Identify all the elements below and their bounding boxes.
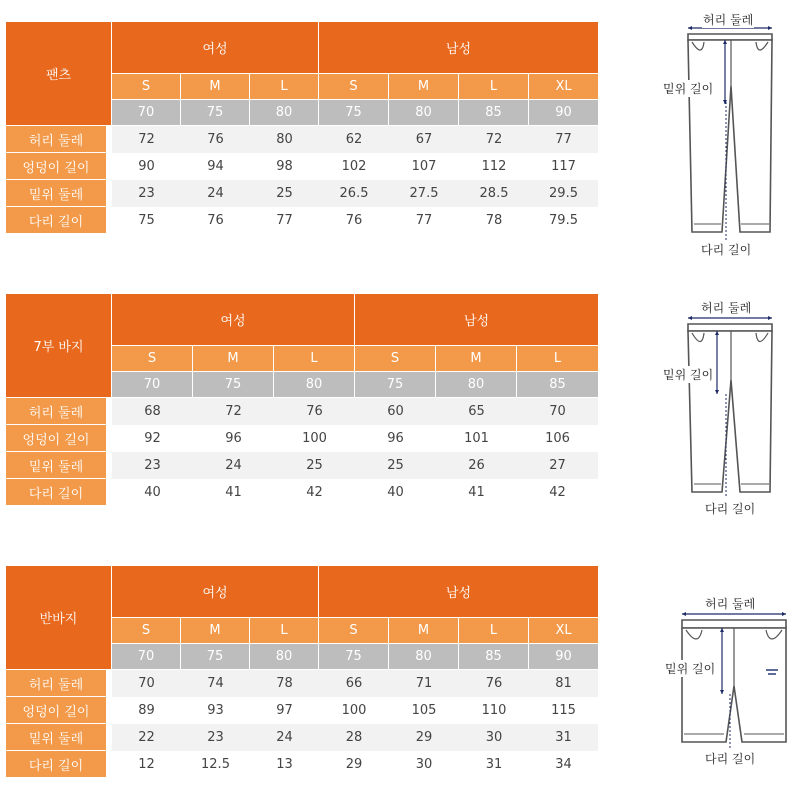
cropped-pants-diagram xyxy=(660,294,800,524)
size-header: L xyxy=(250,74,319,100)
waist-size-cell: 75 xyxy=(319,100,389,126)
value-cell: 100 xyxy=(302,431,327,446)
value-cell: 60 xyxy=(355,398,436,425)
size-header: XL xyxy=(529,74,598,100)
waist-size-cell: 80 xyxy=(274,372,355,398)
value-cell: 27.5 xyxy=(389,180,459,207)
size-header: M xyxy=(181,618,250,644)
value-cell: 25 xyxy=(355,452,436,479)
value-cell: 94 xyxy=(207,159,224,174)
value-cell: 72 xyxy=(459,126,529,153)
waist-size-cell: 80 xyxy=(250,644,319,670)
table-row xyxy=(6,670,598,697)
value-cell: 26.5 xyxy=(319,180,389,207)
table-row xyxy=(6,751,598,778)
value-cell: 77 xyxy=(415,213,433,228)
pants-size-table xyxy=(6,22,598,234)
value-cell: 74 xyxy=(181,670,250,697)
cropped-pants-diagram-icon xyxy=(660,294,800,524)
value-cell: 70 xyxy=(112,670,181,697)
row-label: 허리 둘레 xyxy=(6,670,112,697)
value-cell: 71 xyxy=(389,670,459,697)
waist-size-cell: 75 xyxy=(193,372,274,398)
row-label: 허리 둘레 xyxy=(6,398,112,425)
waist-measure-label: 허리 둘레 xyxy=(703,13,754,27)
value-cell: 42 xyxy=(549,485,566,500)
value-cell: 90 xyxy=(138,159,155,174)
value-cell: 110 xyxy=(481,703,507,718)
size-header: S xyxy=(319,618,389,644)
waist-size-cell: 75 xyxy=(319,644,389,670)
value-cell: 30 xyxy=(415,757,433,772)
rise-length-label: 밑위 길이 xyxy=(663,82,714,96)
value-cell: 31 xyxy=(529,724,598,751)
row-label: 허리 둘레 xyxy=(6,126,112,153)
value-cell: 24 xyxy=(181,180,250,207)
value-cell: 26 xyxy=(436,452,517,479)
row-label: 다리 길이 xyxy=(6,207,112,234)
value-cell: 28.5 xyxy=(459,180,529,207)
male-header: 남성 xyxy=(319,22,598,74)
leg-length-label: 다리 길이 xyxy=(705,752,756,766)
waist-size-cell: 80 xyxy=(250,100,319,126)
value-cell: 79.5 xyxy=(549,213,578,228)
size-header: M xyxy=(389,74,459,100)
category-label: 7부 바지 xyxy=(6,294,112,398)
value-cell: 98 xyxy=(276,159,293,174)
long-pants-diagram xyxy=(660,6,800,260)
female-header: 여성 xyxy=(112,566,319,618)
value-cell: 102 xyxy=(341,159,367,174)
value-cell: 25 xyxy=(274,452,355,479)
table-row xyxy=(6,126,598,153)
value-cell: 78 xyxy=(250,670,319,697)
size-header: M xyxy=(193,346,274,372)
value-cell: 34 xyxy=(555,757,572,772)
size-header: XL xyxy=(529,618,598,644)
size-header: L xyxy=(274,346,355,372)
value-cell: 23 xyxy=(181,724,250,751)
value-cell: 112 xyxy=(481,159,507,174)
rise-length-label: 밑위 길이 xyxy=(665,662,716,676)
table-row xyxy=(6,207,598,234)
shorts-diagram xyxy=(660,590,800,770)
cropped-pants-size-table xyxy=(6,294,598,506)
value-cell: 101 xyxy=(464,431,489,446)
value-cell: 72 xyxy=(193,398,274,425)
value-cell: 12 xyxy=(138,757,155,772)
size-header: M xyxy=(389,618,459,644)
value-cell: 96 xyxy=(387,431,404,446)
leg-length-label: 다리 길이 xyxy=(701,243,752,257)
waist-size-cell: 90 xyxy=(529,644,598,670)
value-cell: 12.5 xyxy=(201,757,230,772)
waist-size-cell: 85 xyxy=(459,644,529,670)
size-header: L xyxy=(459,74,529,100)
waist-size-cell: 90 xyxy=(529,100,598,126)
shorts-size-section xyxy=(6,566,598,778)
waist-size-cell: 80 xyxy=(436,372,517,398)
value-cell: 117 xyxy=(551,159,576,174)
value-cell: 70 xyxy=(517,398,598,425)
value-cell: 76 xyxy=(345,213,363,228)
table-row xyxy=(6,452,598,479)
value-cell: 25 xyxy=(250,180,319,207)
shorts-size-table xyxy=(6,566,598,778)
value-cell: 107 xyxy=(411,159,437,174)
waist-measure-label: 허리 둘레 xyxy=(701,301,752,315)
value-cell: 66 xyxy=(319,670,389,697)
waist-size-cell: 70 xyxy=(112,644,181,670)
long-pants-diagram-icon xyxy=(660,6,800,260)
value-cell: 81 xyxy=(529,670,598,697)
waist-size-cell: 75 xyxy=(181,644,250,670)
value-cell: 40 xyxy=(387,485,404,500)
male-header: 남성 xyxy=(319,566,598,618)
male-header: 남성 xyxy=(355,294,598,346)
table-row xyxy=(6,697,598,724)
value-cell: 24 xyxy=(193,452,274,479)
value-cell: 29 xyxy=(345,757,363,772)
value-cell: 78 xyxy=(485,213,503,228)
pants-size-section xyxy=(6,22,598,234)
value-cell: 77 xyxy=(276,213,293,228)
size-header: M xyxy=(181,74,250,100)
value-cell: 29 xyxy=(389,724,459,751)
value-cell: 106 xyxy=(545,431,570,446)
row-label: 엉덩이 길이 xyxy=(6,425,112,452)
value-cell: 93 xyxy=(207,703,224,718)
row-label: 밑위 둘레 xyxy=(6,724,112,751)
value-cell: 41 xyxy=(225,485,242,500)
waist-size-cell: 85 xyxy=(517,372,598,398)
table-row xyxy=(6,724,598,751)
table-row xyxy=(6,425,598,452)
value-cell: 28 xyxy=(319,724,389,751)
row-label: 다리 길이 xyxy=(6,479,112,506)
leg-length-label: 다리 길이 xyxy=(705,502,756,516)
value-cell: 67 xyxy=(389,126,459,153)
value-cell: 31 xyxy=(485,757,503,772)
value-cell: 80 xyxy=(250,126,319,153)
size-header: S xyxy=(355,346,436,372)
value-cell: 23 xyxy=(112,180,181,207)
row-label: 밑위 둘레 xyxy=(6,452,112,479)
value-cell: 40 xyxy=(144,485,161,500)
value-cell: 30 xyxy=(459,724,529,751)
value-cell: 92 xyxy=(144,431,161,446)
waist-size-cell: 70 xyxy=(112,100,181,126)
size-header: S xyxy=(112,74,181,100)
female-header: 여성 xyxy=(112,294,355,346)
category-label: 반바지 xyxy=(6,566,112,670)
value-cell: 62 xyxy=(319,126,389,153)
value-cell: 68 xyxy=(112,398,193,425)
cropped-pants-size-section xyxy=(6,294,598,506)
table-row xyxy=(6,153,598,180)
value-cell: 89 xyxy=(138,703,155,718)
waist-size-cell: 85 xyxy=(459,100,529,126)
value-cell: 27 xyxy=(517,452,598,479)
size-header: L xyxy=(459,618,529,644)
size-header: M xyxy=(436,346,517,372)
value-cell: 13 xyxy=(276,757,293,772)
value-cell: 22 xyxy=(112,724,181,751)
value-cell: 96 xyxy=(225,431,242,446)
table-row xyxy=(6,479,598,506)
waist-size-cell: 70 xyxy=(112,372,193,398)
row-label: 엉덩이 길이 xyxy=(6,697,112,724)
row-label: 엉덩이 길이 xyxy=(6,153,112,180)
value-cell: 24 xyxy=(250,724,319,751)
female-header: 여성 xyxy=(112,22,319,74)
shorts-diagram-icon xyxy=(660,590,800,770)
waist-size-cell: 80 xyxy=(389,100,459,126)
value-cell: 41 xyxy=(468,485,485,500)
value-cell: 29.5 xyxy=(529,180,598,207)
size-header: L xyxy=(517,346,598,372)
row-label: 밑위 둘레 xyxy=(6,180,112,207)
value-cell: 115 xyxy=(551,703,576,718)
value-cell: 100 xyxy=(341,703,367,718)
value-cell: 76 xyxy=(207,213,224,228)
value-cell: 42 xyxy=(306,485,323,500)
value-cell: 72 xyxy=(112,126,181,153)
waist-size-cell: 75 xyxy=(181,100,250,126)
table-row xyxy=(6,180,598,207)
waist-size-cell: 80 xyxy=(389,644,459,670)
value-cell: 97 xyxy=(276,703,293,718)
size-header: S xyxy=(112,618,181,644)
value-cell: 65 xyxy=(436,398,517,425)
size-header: S xyxy=(319,74,389,100)
value-cell: 76 xyxy=(181,126,250,153)
value-cell: 76 xyxy=(459,670,529,697)
waist-measure-label: 허리 둘레 xyxy=(705,597,756,611)
rise-length-label: 밑위 길이 xyxy=(663,368,714,382)
waist-size-cell: 75 xyxy=(355,372,436,398)
value-cell: 75 xyxy=(138,213,155,228)
value-cell: 77 xyxy=(529,126,598,153)
size-header: S xyxy=(112,346,193,372)
value-cell: 76 xyxy=(274,398,355,425)
value-cell: 23 xyxy=(112,452,193,479)
row-label: 다리 길이 xyxy=(6,751,112,778)
value-cell: 105 xyxy=(411,703,437,718)
size-header: L xyxy=(250,618,319,644)
table-row xyxy=(6,398,598,425)
category-label: 팬츠 xyxy=(6,22,112,126)
